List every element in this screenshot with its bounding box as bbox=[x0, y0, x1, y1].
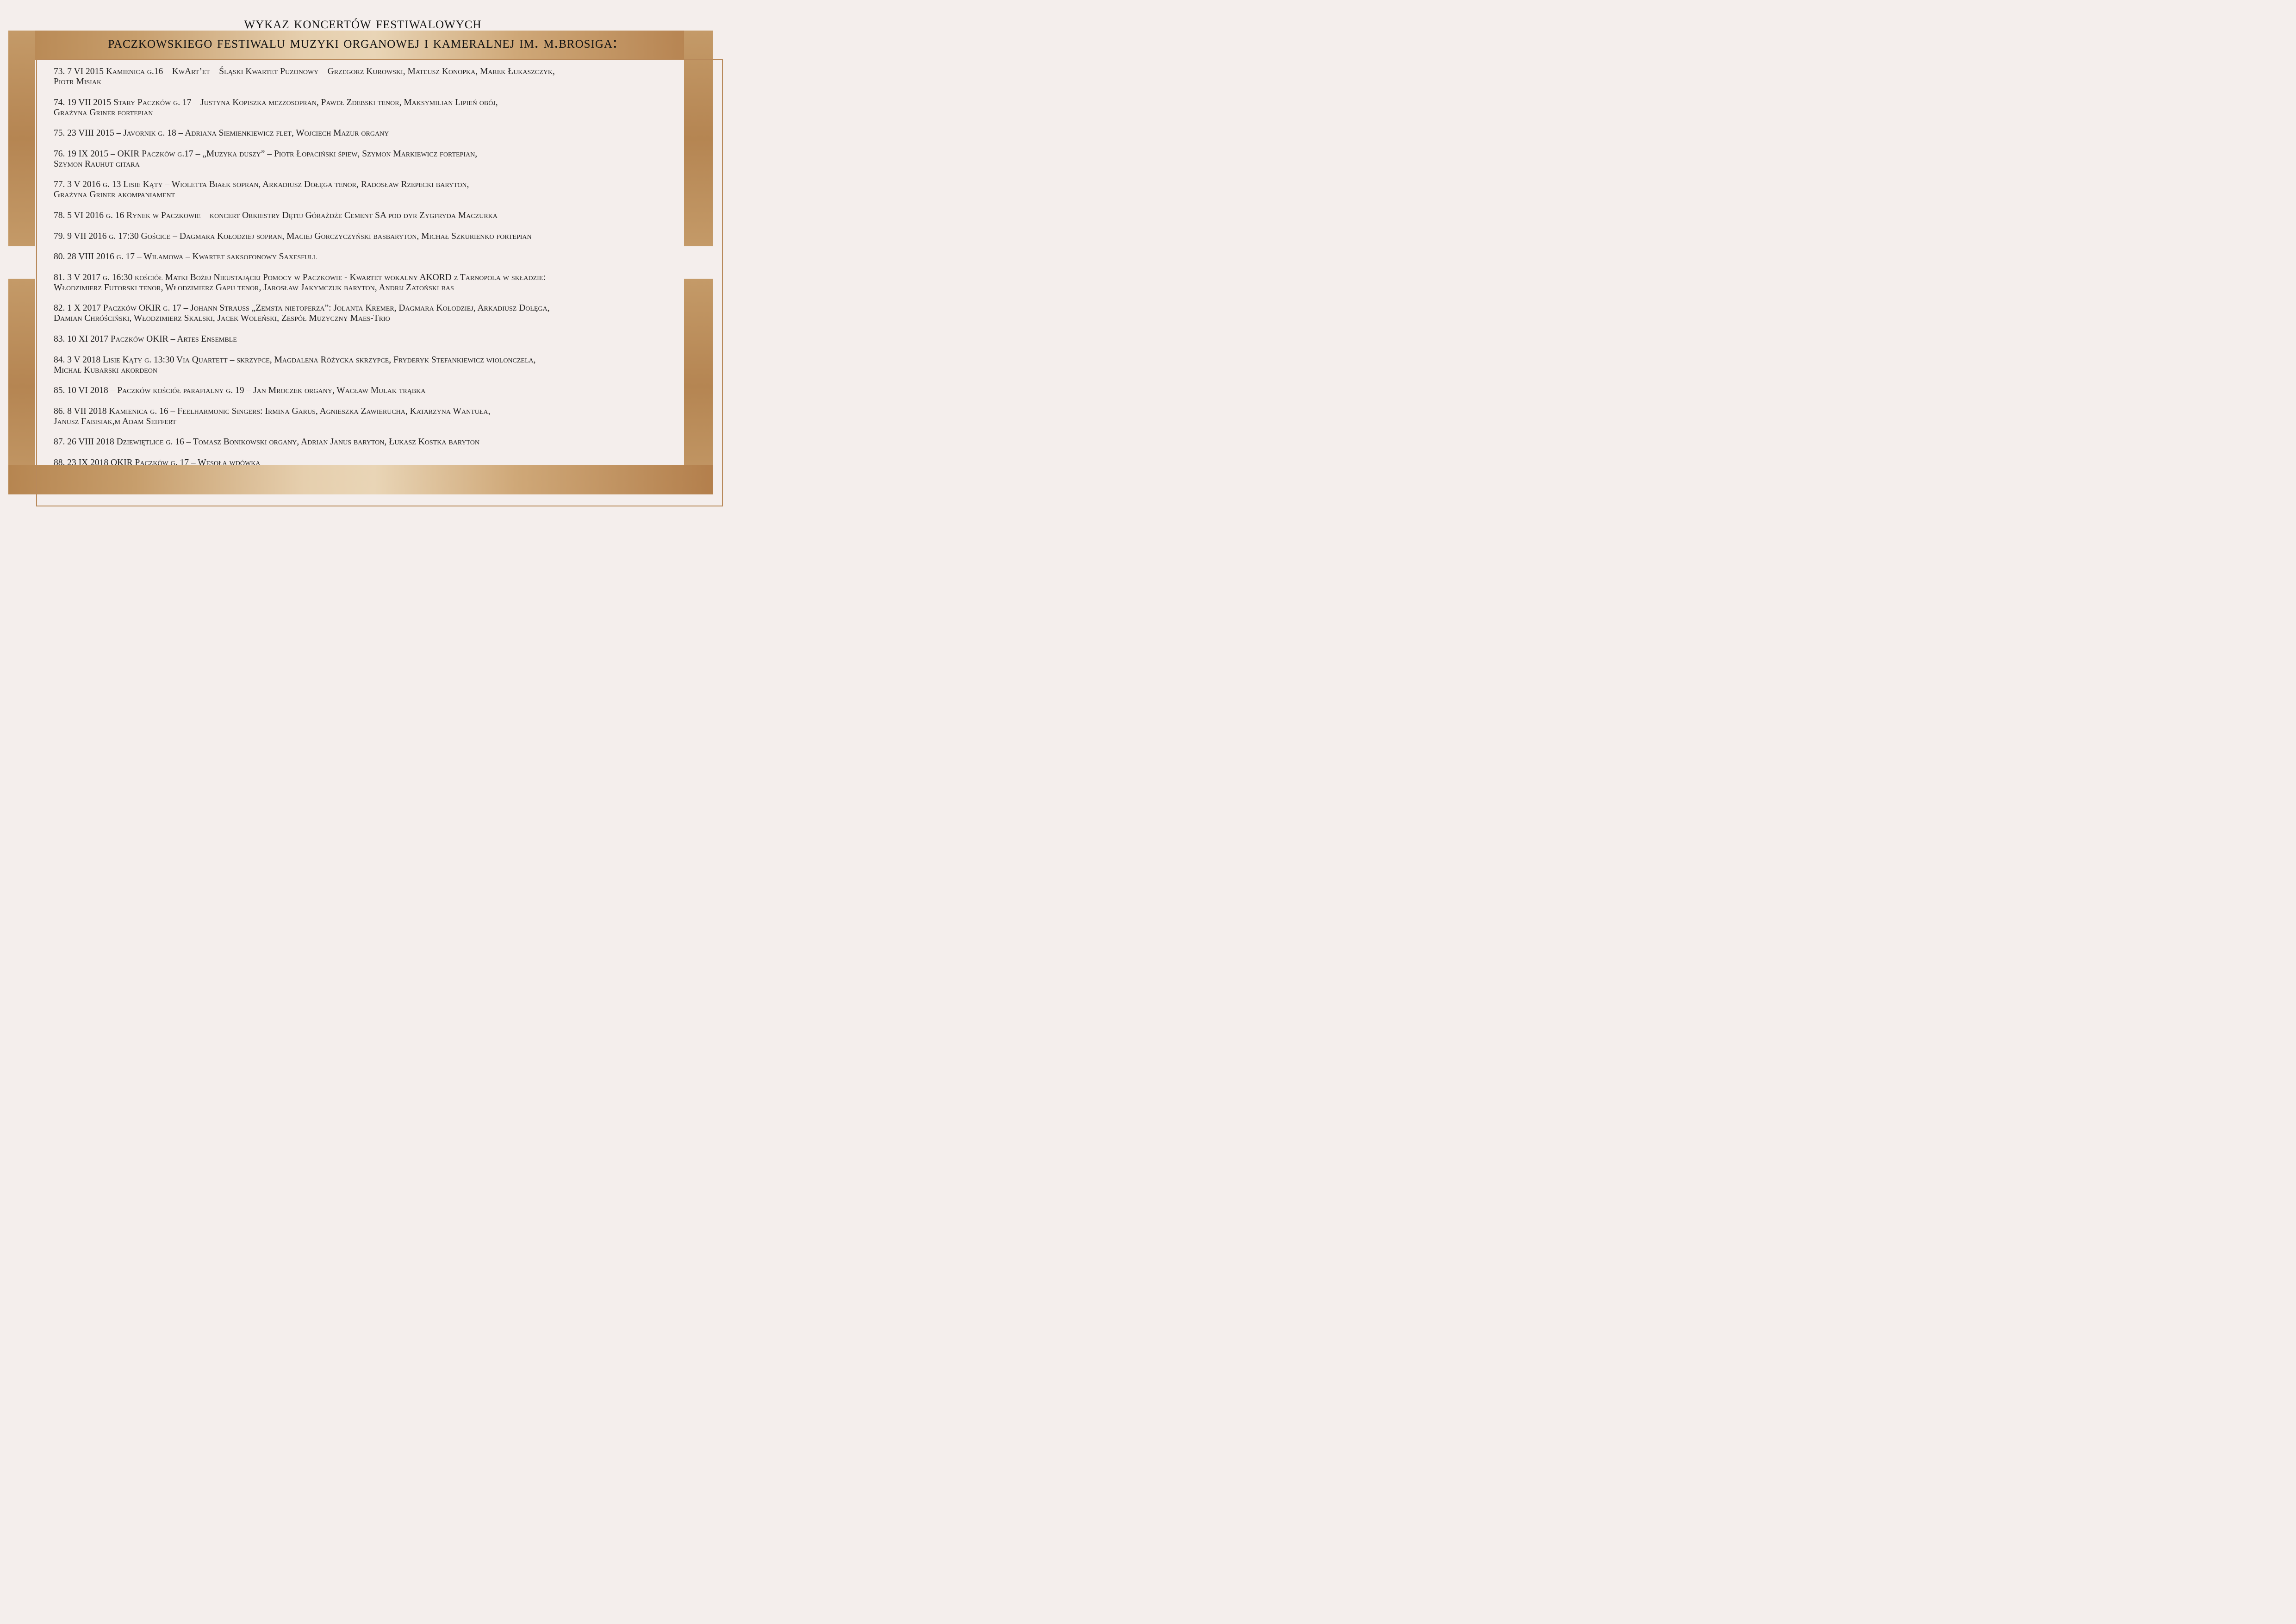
page-title: wykaz koncertów festiwalowych bbox=[244, 14, 482, 32]
concert-line: 78. 5 VI 2016 g. 16 Rynek w Paczkowie – koncert Orkiestry Dętej Górażdże Cement SA pod dyr Zygfryda Maczurka bbox=[54, 210, 498, 220]
concert-line: Damian Chróściński, Włodzimierz Skalski, Jacek Woleński, Zespół Muzyczny Maes-Trio bbox=[54, 313, 390, 324]
concert-line: 75. 23 VIII 2015 – Javornik g. 18 – Adriana Siemienkiewicz flet, Wojciech Mazur organy bbox=[54, 128, 389, 138]
concert-line: 79. 9 VII 2016 g. 17:30 Gościce – Dagmara Kołodziej sopran, Maciej Gorczyczyński basbaryton, Michał Szkurienko fortepian bbox=[54, 231, 532, 241]
frame-left-lower-band bbox=[8, 279, 35, 494]
concert-item-77 bbox=[54, 180, 689, 200]
concert-item-83 bbox=[54, 334, 689, 344]
concert-line: 83. 10 XI 2017 Paczków OKIR – Artes Ensemble bbox=[54, 334, 237, 344]
concert-line: Szymon Rauhut gitara bbox=[54, 159, 140, 169]
concert-line: Włodzimierz Futorski tenor, Włodzimierz Gapij tenor, Jarosław Jakymczuk baryton, Andrij Zatoński bas bbox=[54, 282, 454, 293]
concert-item-78 bbox=[54, 211, 689, 221]
concert-item-88 bbox=[54, 458, 689, 468]
concert-line: Grażyna Griner fortepian bbox=[54, 107, 153, 118]
concert-line: 84. 3 V 2018 Lisie Kąty g. 13:30 Via Quartett – skrzypce, Magdalena Różycka skrzypce, Fryderyk Stefankiewicz wiolonczela, bbox=[54, 355, 536, 365]
concert-item-82 bbox=[54, 303, 689, 324]
concert-item-86 bbox=[54, 406, 689, 427]
concert-line: 86. 8 VII 2018 Kamienica g. 16 – Feelharmonic Singers: Irmina Garus, Agnieszka Zawierucha, Katarzyna Wantuła, bbox=[54, 406, 491, 416]
concert-item-85 bbox=[54, 386, 689, 396]
concert-line: 82. 1 X 2017 Paczków OKIR g. 17 – Johann Strauss „Zemsta nietoperza”: Jolanta Kremer, Dagmara Kołodziej, Arkadiusz Dołęga, bbox=[54, 303, 550, 313]
concert-item-75 bbox=[54, 128, 689, 138]
concert-line: 80. 28 VIII 2016 g. 17 – Wilamowa – Kwartet saksofonowy Saxesfull bbox=[54, 252, 317, 262]
concert-line: 77. 3 V 2016 g. 13 Lisie Kąty – Wioletta Białk sopran, Arkadiusz Dołęga tenor, Radosław Rzepecki baryton, bbox=[54, 180, 469, 190]
concert-item-73 bbox=[54, 67, 689, 87]
concert-line: 87. 26 VIII 2018 Dziewiętlice g. 16 – Tomasz Bonikowski organy, Adrian Janus baryton, Łukasz Kostka baryton bbox=[54, 437, 480, 447]
concert-item-79 bbox=[54, 231, 689, 242]
concert-line: 73. 7 VI 2015 Kamienica g.16 – KwArt’et – Śląski Kwartet Puzonowy – Grzegorz Kurowski, Mateusz Konopka, Marek Łukaszczyk, bbox=[54, 67, 555, 76]
concert-line: 74. 19 VII 2015 Stary Paczków g. 17 – Justyna Kopiszka mezzosopran, Paweł Zdebski tenor, Maksymilian Lipień obój, bbox=[54, 97, 498, 107]
concert-line: 85. 10 VI 2018 – Paczków kościół parafialny g. 19 – Jan Mroczek organy, Wacław Mulak trąbka bbox=[54, 386, 426, 396]
concert-item-81 bbox=[54, 273, 689, 293]
concert-line: 88. 23 IX 2018 OKIR Paczków g. 17 – Wesoła wdówka bbox=[54, 457, 261, 468]
concert-item-87 bbox=[54, 437, 689, 447]
concert-line: Piotr Misiak bbox=[54, 77, 102, 87]
concert-line: Grażyna Griner akompaniament bbox=[54, 190, 175, 200]
frame-left-upper-band bbox=[8, 31, 35, 246]
concert-item-76 bbox=[54, 149, 689, 169]
concert-item-74 bbox=[54, 98, 689, 118]
concert-list bbox=[54, 67, 689, 479]
concert-item-84 bbox=[54, 355, 689, 375]
page-subtitle: paczkowskiego festiwalu muzyki organowej i kameralnej im. m.brosiga: bbox=[108, 33, 618, 51]
concert-line: Michał Kubarski akordeon bbox=[54, 365, 157, 375]
concert-line: Janusz Fabisiak,m Adam Seiffert bbox=[54, 416, 176, 426]
concert-line: 76. 19 IX 2015 – OKIR Paczków g.17 – „Muzyka duszy” – Piotr Łopaciński śpiew, Szymon Markiewicz fortepian, bbox=[54, 149, 478, 159]
concert-item-80 bbox=[54, 252, 689, 262]
concert-line: 81. 3 V 2017 g. 16:30 kościół Matki Bożej Nieustającej Pomocy w Paczkowie - Kwartet wokalny AKORD z Tarnopola w składzie: bbox=[54, 272, 546, 282]
